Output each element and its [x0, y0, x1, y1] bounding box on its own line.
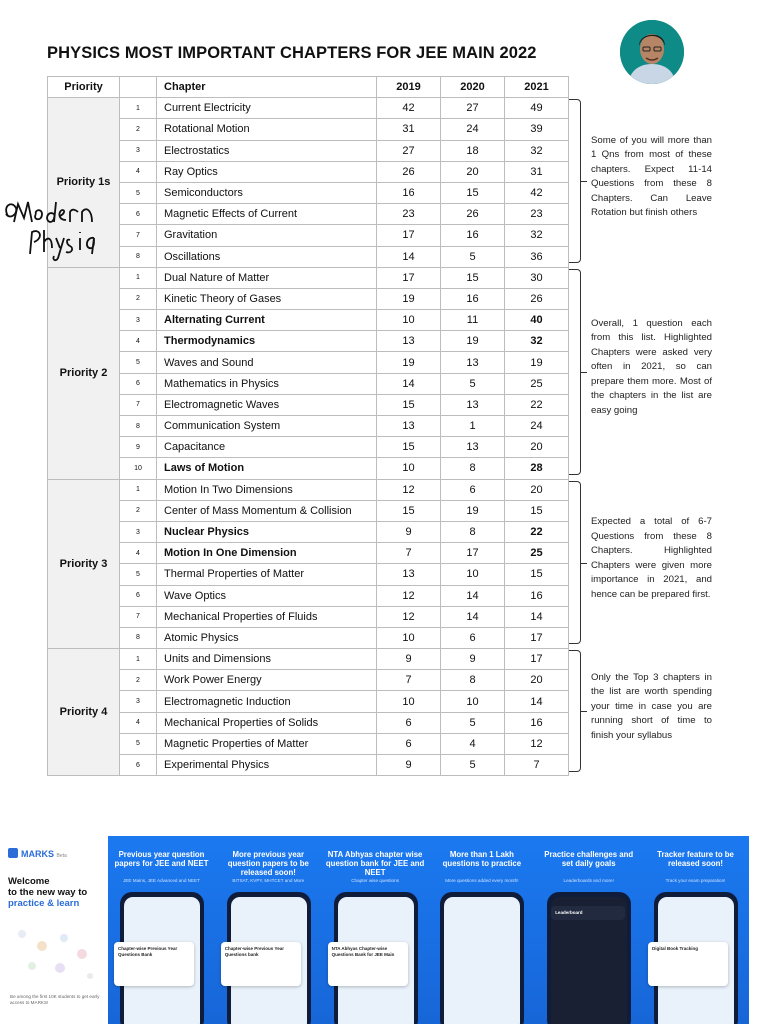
count-2019: 9: [377, 521, 441, 542]
feature-subtitle: Chapter wise questions: [351, 878, 399, 883]
feature-card: Leaderboard: [551, 906, 625, 920]
count-2021: 19: [505, 352, 569, 373]
feature-panel[interactable]: [535, 836, 642, 1024]
chapter-name: Communication System: [157, 416, 377, 437]
early-access-note: Be among the first 10K students to get early access to MARKS!: [10, 994, 100, 1005]
table-row: [48, 246, 569, 267]
decorative-icons: [12, 924, 102, 984]
count-2020: 18: [441, 140, 505, 161]
table-header-row: [48, 77, 569, 98]
phone-mockup: [654, 892, 738, 1024]
row-number: 4: [120, 543, 157, 564]
author-avatar: [620, 20, 684, 84]
count-2021: 25: [505, 373, 569, 394]
table-row: [48, 416, 569, 437]
count-2021: 20: [505, 670, 569, 691]
chapter-name: Alternating Current: [157, 310, 377, 331]
row-number: 2: [120, 500, 157, 521]
count-2019: 19: [377, 288, 441, 309]
feature-subtitle: Leaderboards and more!: [563, 878, 614, 883]
count-2021: 22: [505, 394, 569, 415]
table-row: [48, 373, 569, 394]
count-2020: 10: [441, 564, 505, 585]
count-2019: 17: [377, 267, 441, 288]
chapter-name: Motion In One Dimension: [157, 543, 377, 564]
phone-mockup: [331, 892, 418, 1024]
count-2020: 26: [441, 204, 505, 225]
row-number: 6: [120, 585, 157, 606]
table-row: [48, 564, 569, 585]
row-number: 5: [120, 182, 157, 203]
table-body: [48, 98, 569, 776]
count-2019: 12: [377, 479, 441, 500]
chapter-name: Mechanical Properties of Fluids: [157, 606, 377, 627]
feature-card: Chapter-wise Previous Year Questions bank: [221, 942, 301, 986]
group-note: Only the Top 3 chapters in the list are worth spending your time in case you are running short of time to finish your syllabus: [591, 671, 712, 741]
count-2019: 13: [377, 331, 441, 352]
count-2021: 15: [505, 564, 569, 585]
count-2021: 22: [505, 521, 569, 542]
count-2019: 10: [377, 458, 441, 479]
row-number: 6: [120, 755, 157, 776]
phone-mockup: [440, 892, 524, 1024]
row-number: 3: [120, 521, 157, 542]
count-2019: 17: [377, 225, 441, 246]
count-2021: 7: [505, 755, 569, 776]
count-2019: 10: [377, 691, 441, 712]
count-2020: 14: [441, 585, 505, 606]
table-row: [48, 204, 569, 225]
priority-group-label: Priority 3: [48, 479, 120, 649]
row-number: 3: [120, 310, 157, 331]
feature-card: Chapter-wise Previous Year Questions Bank: [114, 942, 194, 986]
table-row: [48, 267, 569, 288]
count-2021: 15: [505, 500, 569, 521]
count-2020: 10: [441, 691, 505, 712]
feature-card: NTA Abhyas Chapter-wise Questions Bank for JEE Main: [328, 942, 408, 986]
row-number: 8: [120, 627, 157, 648]
count-2021: 39: [505, 119, 569, 140]
count-2020: 20: [441, 161, 505, 182]
phone-mockup: [120, 892, 204, 1024]
feature-panel[interactable]: [215, 836, 322, 1024]
priority-group-label: Priority 4: [48, 649, 120, 776]
count-2021: 16: [505, 712, 569, 733]
count-2019: 6: [377, 733, 441, 754]
table-row: [48, 712, 569, 733]
count-2020: 5: [441, 755, 505, 776]
count-2020: 5: [441, 246, 505, 267]
row-number: 1: [120, 649, 157, 670]
feature-panel[interactable]: [428, 836, 535, 1024]
count-2019: 15: [377, 500, 441, 521]
phone-screen: [444, 897, 520, 1024]
count-2019: 16: [377, 182, 441, 203]
chapter-name: Motion In Two Dimensions: [157, 479, 377, 500]
chapter-name: Capacitance: [157, 437, 377, 458]
chapter-name: Electrostatics: [157, 140, 377, 161]
chapter-name: Dual Nature of Matter: [157, 267, 377, 288]
row-number: 8: [120, 416, 157, 437]
chapter-name: Current Electricity: [157, 98, 377, 119]
count-2020: 8: [441, 670, 505, 691]
count-2019: 14: [377, 373, 441, 394]
chapter-name: Thermal Properties of Matter: [157, 564, 377, 585]
chapter-name: Wave Optics: [157, 585, 377, 606]
count-2020: 15: [441, 182, 505, 203]
count-2021: 28: [505, 458, 569, 479]
count-2020: 24: [441, 119, 505, 140]
chapter-name: Kinetic Theory of Gases: [157, 288, 377, 309]
row-number: 2: [120, 670, 157, 691]
count-2019: 31: [377, 119, 441, 140]
phone-mockup: [224, 892, 311, 1024]
count-2021: 32: [505, 225, 569, 246]
priority-group-label: Priority 2: [48, 267, 120, 479]
group-bracket: [569, 269, 581, 475]
table-row: [48, 627, 569, 648]
count-2020: 4: [441, 733, 505, 754]
row-number: 4: [120, 712, 157, 733]
count-2021: 16: [505, 585, 569, 606]
count-2019: 9: [377, 649, 441, 670]
priority-group-label: Priority 1s: [48, 98, 120, 268]
feature-subtitle: Track your exam preparation!: [665, 878, 726, 883]
feature-panel[interactable]: [322, 836, 429, 1024]
count-2021: 23: [505, 204, 569, 225]
avatar-portrait: [620, 20, 684, 84]
count-2021: 20: [505, 479, 569, 500]
table-row: [48, 310, 569, 331]
count-2021: 26: [505, 288, 569, 309]
header-2020: 2020: [441, 77, 505, 98]
phone-mockup: [547, 892, 631, 1024]
count-2020: 8: [441, 521, 505, 542]
page-title: PHYSICS MOST IMPORTANT CHAPTERS FOR JEE MAIN 2022: [47, 44, 537, 62]
table-row: [48, 479, 569, 500]
table-row: [48, 458, 569, 479]
chapter-name: Waves and Sound: [157, 352, 377, 373]
chapter-name: Gravitation: [157, 225, 377, 246]
count-2019: 7: [377, 543, 441, 564]
chapter-name: Laws of Motion: [157, 458, 377, 479]
row-number: 1: [120, 267, 157, 288]
count-2020: 13: [441, 352, 505, 373]
handwritten-annotation: [0, 192, 100, 262]
count-2020: 8: [441, 458, 505, 479]
count-2019: 9: [377, 755, 441, 776]
banner-intro: [0, 836, 108, 1024]
group-note: Some of you will more than 1 Qns from most of these chapters. Expect 11-14 Questions from these 8 Chapters. Can Leave Rotation but finish others: [591, 134, 712, 218]
marks-logo: MARKS Beta: [8, 848, 67, 859]
row-number: 2: [120, 288, 157, 309]
count-2021: 20: [505, 437, 569, 458]
count-2019: 12: [377, 585, 441, 606]
group-bracket: [569, 650, 581, 771]
row-number: 5: [120, 564, 157, 585]
count-2020: 16: [441, 288, 505, 309]
count-2020: 6: [441, 479, 505, 500]
chapter-name: Nuclear Physics: [157, 521, 377, 542]
count-2019: 23: [377, 204, 441, 225]
row-number: 5: [120, 352, 157, 373]
chapter-name: Rotational Motion: [157, 119, 377, 140]
count-2021: 32: [505, 140, 569, 161]
row-number: 7: [120, 606, 157, 627]
count-2021: 17: [505, 627, 569, 648]
group-bracket: [569, 481, 581, 645]
count-2020: 14: [441, 606, 505, 627]
feature-subtitle: More questions added every month!: [445, 878, 519, 883]
chapter-name: Electromagnetic Induction: [157, 691, 377, 712]
table-row: [48, 161, 569, 182]
count-2020: 17: [441, 543, 505, 564]
feature-title: Tracker feature to be released soon!: [657, 850, 734, 868]
count-2019: 13: [377, 564, 441, 585]
count-2020: 16: [441, 225, 505, 246]
chapter-name: Units and Dimensions: [157, 649, 377, 670]
count-2020: 13: [441, 394, 505, 415]
count-2021: 14: [505, 606, 569, 627]
count-2020: 19: [441, 500, 505, 521]
row-number: 5: [120, 733, 157, 754]
count-2021: 24: [505, 416, 569, 437]
row-number: 4: [120, 161, 157, 182]
count-2021: 17: [505, 649, 569, 670]
count-2019: 26: [377, 161, 441, 182]
table-row: [48, 500, 569, 521]
count-2021: 12: [505, 733, 569, 754]
count-2020: 9: [441, 649, 505, 670]
chapter-name: Mathematics in Physics: [157, 373, 377, 394]
feature-subtitle: JEE Mains, JEE Advanced and NEET: [123, 878, 200, 883]
row-number: 1: [120, 98, 157, 119]
chapter-name: Atomic Physics: [157, 627, 377, 648]
chapter-name: Electromagnetic Waves: [157, 394, 377, 415]
feature-title: More previous year question papers to be released soon!: [227, 850, 309, 877]
table-row: [48, 225, 569, 246]
count-2020: 19: [441, 331, 505, 352]
table-row: [48, 585, 569, 606]
row-number: 6: [120, 373, 157, 394]
count-2021: 42: [505, 182, 569, 203]
group-bracket: [569, 99, 581, 263]
count-2019: 10: [377, 310, 441, 331]
group-note: Expected a total of 6-7 Questions from these 8 Chapters. Highlighted Chapters were given more importance in 2021, and hence can be prepared first.: [591, 516, 712, 600]
row-number: 1: [120, 479, 157, 500]
count-2020: 15: [441, 267, 505, 288]
chapter-name: Mechanical Properties of Solids: [157, 712, 377, 733]
feature-panel[interactable]: [108, 836, 215, 1024]
count-2019: 19: [377, 352, 441, 373]
table-row: [48, 670, 569, 691]
count-2021: 14: [505, 691, 569, 712]
count-2019: 12: [377, 606, 441, 627]
chapter-name: Experimental Physics: [157, 755, 377, 776]
count-2020: 1: [441, 416, 505, 437]
count-2021: 25: [505, 543, 569, 564]
table-row: [48, 331, 569, 352]
count-2020: 5: [441, 373, 505, 394]
table-row: [48, 755, 569, 776]
table-row: [48, 288, 569, 309]
count-2020: 5: [441, 712, 505, 733]
row-number: 2: [120, 119, 157, 140]
feature-title: Previous year question papers for JEE and NEET: [114, 850, 209, 868]
row-number: 9: [120, 437, 157, 458]
feature-panels: [108, 836, 749, 1024]
count-2020: 27: [441, 98, 505, 119]
header-chapter: Chapter: [157, 77, 377, 98]
count-2021: 49: [505, 98, 569, 119]
count-2019: 13: [377, 416, 441, 437]
table-row: [48, 691, 569, 712]
row-number: 7: [120, 225, 157, 246]
chapter-name: Thermodynamics: [157, 331, 377, 352]
row-number: 6: [120, 204, 157, 225]
count-2019: 10: [377, 627, 441, 648]
feature-panel[interactable]: [642, 836, 749, 1024]
count-2021: 31: [505, 161, 569, 182]
chapter-name: Work Power Energy: [157, 670, 377, 691]
count-2021: 32: [505, 331, 569, 352]
marks-promo-banner[interactable]: [0, 836, 749, 1024]
chapter-name: Semiconductors: [157, 182, 377, 203]
welcome-text: Welcome to the new way to practice & learn: [8, 876, 88, 909]
count-2020: 13: [441, 437, 505, 458]
count-2021: 30: [505, 267, 569, 288]
table-row: [48, 649, 569, 670]
count-2019: 27: [377, 140, 441, 161]
header-2019: 2019: [377, 77, 441, 98]
feature-card: Digital Book Tracking: [648, 942, 728, 986]
count-2019: 15: [377, 394, 441, 415]
table-row: [48, 543, 569, 564]
count-2021: 40: [505, 310, 569, 331]
feature-title: NTA Abhyas chapter wise question bank for JEE and NEET: [325, 850, 425, 877]
table-row: [48, 394, 569, 415]
table-row: [48, 98, 569, 119]
table-row: [48, 352, 569, 373]
count-2020: 11: [441, 310, 505, 331]
feature-subtitle: BITSAT, KVPY, MHTCET and More: [232, 878, 305, 883]
count-2019: 14: [377, 246, 441, 267]
chapters-table: [47, 76, 569, 776]
table-row: [48, 733, 569, 754]
count-2019: 15: [377, 437, 441, 458]
row-number: 10: [120, 458, 157, 479]
header-number: [120, 77, 157, 98]
table-row: [48, 606, 569, 627]
row-number: 4: [120, 331, 157, 352]
count-2019: 6: [377, 712, 441, 733]
table-row: [48, 437, 569, 458]
row-number: 7: [120, 394, 157, 415]
table-row: [48, 140, 569, 161]
feature-title: Practice challenges and set daily goals: [544, 850, 634, 868]
table-row: [48, 521, 569, 542]
header-2021: 2021: [505, 77, 569, 98]
row-number: 8: [120, 246, 157, 267]
count-2021: 36: [505, 246, 569, 267]
chapter-name: Oscillations: [157, 246, 377, 267]
chapter-name: Center of Mass Momentum & Collision: [157, 500, 377, 521]
row-number: 3: [120, 691, 157, 712]
count-2019: 42: [377, 98, 441, 119]
feature-title: More than 1 Lakh questions to practice: [442, 850, 522, 868]
table-row: [48, 119, 569, 140]
chapter-name: Magnetic Properties of Matter: [157, 733, 377, 754]
count-2020: 6: [441, 627, 505, 648]
group-note: Overall, 1 question each from this list. Highlighted Chapters were asked very often in 2021, so can prepare them more. Most of the chapters in the list are easy going: [591, 317, 712, 416]
chapter-name: Ray Optics: [157, 161, 377, 182]
row-number: 3: [120, 140, 157, 161]
chapter-name: Magnetic Effects of Current: [157, 204, 377, 225]
header-priority: Priority: [48, 77, 120, 98]
count-2019: 7: [377, 670, 441, 691]
table-row: [48, 182, 569, 203]
